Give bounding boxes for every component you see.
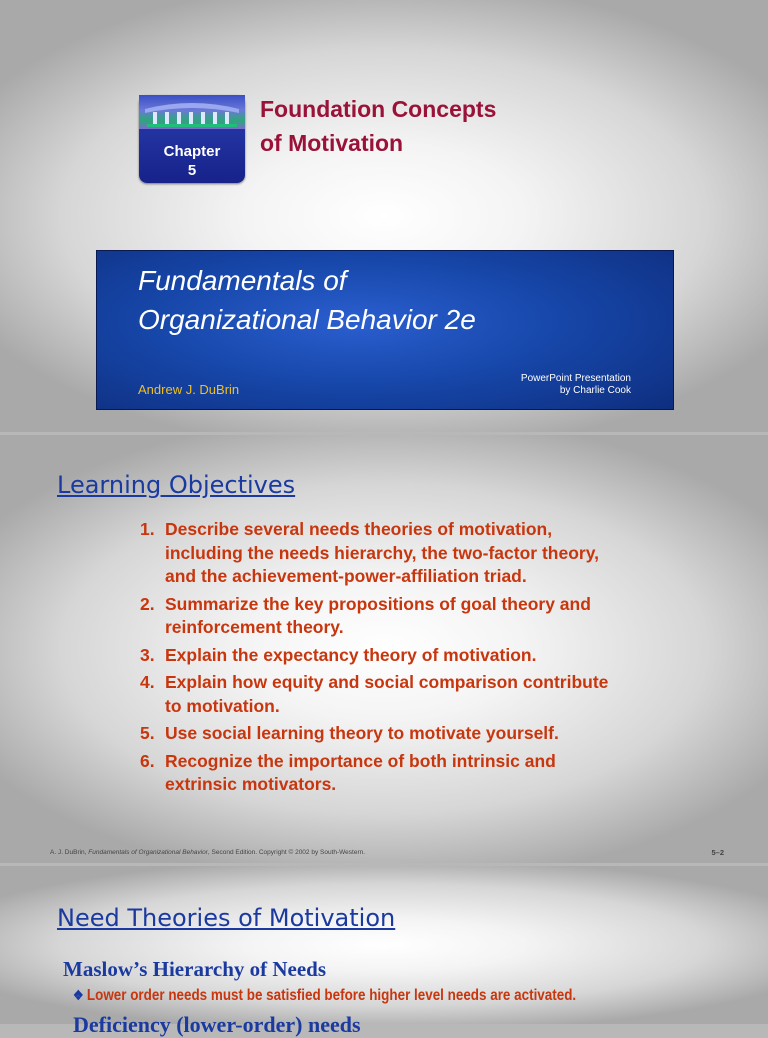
- credit-line-1: PowerPoint Presentation: [520, 373, 631, 384]
- item-text: Recognize the importance of both intrinsic and extrinsic motivators.: [165, 750, 556, 794]
- sub-heading: Maslow’s Hierarchy of Needs: [63, 957, 327, 981]
- page-number: 5–2: [711, 848, 724, 857]
- book-title-line-1: Fundamentals of: [138, 265, 347, 296]
- chapter-word: Chapter: [163, 143, 221, 160]
- badge-logo: [139, 95, 245, 129]
- diamond-bullet-icon: ❖: [73, 987, 84, 1003]
- presentation-credit: [521, 373, 631, 397]
- item-number: 5.: [140, 723, 155, 743]
- book-title-panel: [96, 250, 674, 410]
- slide-heading: Learning Objectives: [57, 471, 296, 499]
- list-item: [140, 671, 610, 718]
- list-item: [140, 593, 610, 640]
- footer-rest: , Second Edition. Copyright © 2002 by South-Western.: [207, 849, 366, 856]
- chapter-number: 5: [187, 162, 197, 179]
- chapter-label: [139, 142, 245, 180]
- footer-author: A. J. DuBrin,: [50, 849, 89, 856]
- partial-heading: Deficiency (lower-order) needs: [73, 1012, 361, 1037]
- item-number: 1.: [140, 519, 155, 539]
- objectives-list: [140, 518, 610, 801]
- title-slide: [0, 0, 768, 432]
- item-number: 3.: [140, 644, 155, 665]
- need-theories-slide: [0, 866, 768, 1037]
- author-name: Andrew J. DuBrin: [138, 382, 240, 397]
- item-text: Explain the expectancy theory of motivation.: [165, 644, 537, 665]
- item-number: 4.: [140, 672, 155, 692]
- list-item: [140, 644, 610, 668]
- item-text: Explain how equity and social comparison contribute to motivation.: [165, 672, 609, 716]
- footer-book: Fundamentals of Organizational Behavior: [88, 849, 208, 856]
- item-text: Use social learning theory to motivate yourself.: [165, 723, 559, 743]
- credit-line-2: by Charlie Cook: [559, 385, 631, 396]
- book-title-line-2: Organizational Behavior 2e: [138, 304, 476, 335]
- item-text: Summarize the key propositions of goal theory and reinforcement theory.: [165, 593, 591, 637]
- objectives-slide: [0, 435, 768, 863]
- chapter-title: [260, 92, 496, 160]
- item-number: 6.: [140, 750, 155, 771]
- bullet-item: [73, 987, 576, 1005]
- list-item: [140, 722, 610, 746]
- chapter-badge: [139, 95, 245, 183]
- list-item: [140, 518, 610, 589]
- slide-heading: Need Theories of Motivation: [57, 904, 396, 932]
- chapter-title-line-1: Foundation Concepts: [260, 96, 497, 122]
- book-title: [138, 261, 476, 339]
- list-item: [140, 750, 610, 797]
- chapter-title-line-2: of Motivation: [260, 130, 404, 156]
- copyright-footer: [50, 849, 365, 856]
- item-text: Describe several needs theories of motivation, including the needs hierarchy, the two-factor theory, and the achievement-power-affiliation triad.: [165, 519, 599, 586]
- item-number: 2.: [140, 593, 155, 614]
- bullet-text: Lower order needs must be satisfied before higher level needs are activated.: [86, 987, 577, 1004]
